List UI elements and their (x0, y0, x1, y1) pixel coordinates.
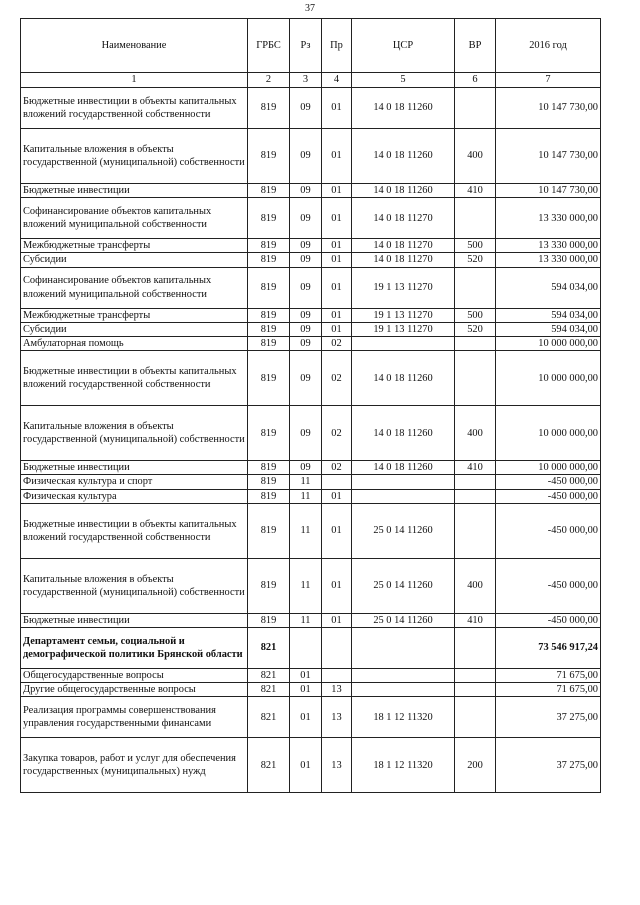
cell-name: Амбулаторная помощь (21, 337, 248, 351)
cell-rz: 11 (290, 503, 322, 558)
cell-amount: -450 000,00 (496, 475, 601, 489)
cell-vr: 400 (455, 406, 496, 461)
cell-grbs: 819 (248, 461, 290, 475)
column-index: 3 (290, 73, 322, 88)
cell-name: Софинансирование объектов капитальных вложений муниципальной собственности (21, 198, 248, 239)
cell-pr: 01 (322, 267, 352, 308)
table-row (21, 88, 601, 129)
cell-grbs: 819 (248, 351, 290, 406)
cell-amount: 10 000 000,00 (496, 351, 601, 406)
cell-pr: 01 (322, 129, 352, 184)
cell-name: Капитальные вложения в объекты государственной (муниципальной) собственности (21, 406, 248, 461)
cell-csr: 25 0 14 11260 (352, 613, 455, 627)
cell-vr (455, 697, 496, 738)
cell-grbs: 821 (248, 683, 290, 697)
table-row (21, 628, 601, 669)
cell-csr (352, 337, 455, 351)
cell-amount: 10 147 730,00 (496, 129, 601, 184)
cell-csr: 14 0 18 11270 (352, 253, 455, 267)
column-index: 2 (248, 73, 290, 88)
cell-rz: 09 (290, 267, 322, 308)
cell-amount: -450 000,00 (496, 613, 601, 627)
cell-csr (352, 489, 455, 503)
cell-rz: 09 (290, 239, 322, 253)
cell-rz: 01 (290, 669, 322, 683)
cell-grbs: 819 (248, 198, 290, 239)
cell-pr: 13 (322, 683, 352, 697)
table-row (21, 198, 601, 239)
cell-vr (455, 267, 496, 308)
cell-csr: 14 0 18 11270 (352, 239, 455, 253)
cell-csr: 14 0 18 11260 (352, 184, 455, 198)
cell-amount: 594 034,00 (496, 308, 601, 322)
header-year: 2016 год (496, 19, 601, 73)
cell-amount: -450 000,00 (496, 489, 601, 503)
cell-pr: 02 (322, 337, 352, 351)
cell-vr (455, 669, 496, 683)
cell-csr (352, 669, 455, 683)
header-rz: Рз (290, 19, 322, 73)
table-row (21, 406, 601, 461)
cell-vr: 520 (455, 253, 496, 267)
cell-vr: 500 (455, 239, 496, 253)
cell-csr: 14 0 18 11260 (352, 406, 455, 461)
cell-name: Субсидии (21, 253, 248, 267)
table-body (21, 88, 601, 793)
cell-csr: 19 1 13 11270 (352, 267, 455, 308)
cell-rz: 11 (290, 558, 322, 613)
cell-grbs: 821 (248, 697, 290, 738)
cell-csr: 14 0 18 11260 (352, 129, 455, 184)
table-row (21, 558, 601, 613)
cell-grbs: 819 (248, 475, 290, 489)
cell-vr: 520 (455, 322, 496, 336)
cell-csr: 25 0 14 11260 (352, 558, 455, 613)
cell-amount: 73 546 917,24 (496, 628, 601, 669)
cell-pr: 01 (322, 308, 352, 322)
cell-csr: 25 0 14 11260 (352, 503, 455, 558)
cell-grbs: 821 (248, 628, 290, 669)
cell-rz: 11 (290, 489, 322, 503)
page-number: 37 (305, 3, 315, 14)
cell-grbs: 819 (248, 489, 290, 503)
cell-rz: 09 (290, 88, 322, 129)
cell-csr: 18 1 12 11320 (352, 738, 455, 793)
table-row (21, 322, 601, 336)
cell-vr (455, 351, 496, 406)
cell-rz: 09 (290, 129, 322, 184)
cell-grbs: 819 (248, 337, 290, 351)
table-row (21, 239, 601, 253)
cell-csr: 14 0 18 11260 (352, 461, 455, 475)
table-row (21, 253, 601, 267)
cell-grbs: 819 (248, 613, 290, 627)
cell-pr: 13 (322, 697, 352, 738)
cell-name: Субсидии (21, 322, 248, 336)
cell-grbs: 819 (248, 308, 290, 322)
cell-rz (290, 628, 322, 669)
cell-vr: 500 (455, 308, 496, 322)
cell-rz: 11 (290, 475, 322, 489)
table-row (21, 351, 601, 406)
table-row (21, 489, 601, 503)
cell-amount: 37 275,00 (496, 697, 601, 738)
table-row (21, 475, 601, 489)
cell-pr: 01 (322, 503, 352, 558)
cell-vr: 410 (455, 461, 496, 475)
cell-name: Капитальные вложения в объекты государственной (муниципальной) собственности (21, 558, 248, 613)
header-pr: Пр (322, 19, 352, 73)
cell-amount: 594 034,00 (496, 322, 601, 336)
cell-rz: 11 (290, 613, 322, 627)
column-index: 5 (352, 73, 455, 88)
cell-vr (455, 337, 496, 351)
cell-pr: 01 (322, 239, 352, 253)
cell-rz: 09 (290, 253, 322, 267)
cell-name: Бюджетные инвестиции в объекты капитальных вложений государственной собственности (21, 503, 248, 558)
cell-vr: 410 (455, 613, 496, 627)
column-index: 1 (21, 73, 248, 88)
cell-pr: 01 (322, 184, 352, 198)
cell-csr (352, 628, 455, 669)
cell-name: Межбюджетные трансферты (21, 308, 248, 322)
cell-pr: 13 (322, 738, 352, 793)
header-csr: ЦСР (352, 19, 455, 73)
cell-name: Физическая культура и спорт (21, 475, 248, 489)
cell-rz: 01 (290, 738, 322, 793)
cell-amount: 13 330 000,00 (496, 253, 601, 267)
cell-pr: 02 (322, 461, 352, 475)
cell-rz: 09 (290, 184, 322, 198)
cell-pr (322, 475, 352, 489)
cell-pr: 01 (322, 88, 352, 129)
cell-pr (322, 628, 352, 669)
cell-rz: 01 (290, 683, 322, 697)
table-row (21, 129, 601, 184)
table-row (21, 337, 601, 351)
cell-grbs: 819 (248, 239, 290, 253)
cell-name: Реализация программы совершенствования управления государственными финансами (21, 697, 248, 738)
cell-name: Бюджетные инвестиции в объекты капитальных вложений государственной собственности (21, 351, 248, 406)
table-row (21, 184, 601, 198)
cell-grbs: 819 (248, 88, 290, 129)
column-index-row (21, 73, 601, 88)
cell-name: Другие общегосударственные вопросы (21, 683, 248, 697)
cell-vr (455, 475, 496, 489)
cell-amount: -450 000,00 (496, 503, 601, 558)
cell-amount: -450 000,00 (496, 558, 601, 613)
cell-csr: 14 0 18 11260 (352, 351, 455, 406)
cell-amount: 13 330 000,00 (496, 198, 601, 239)
cell-rz: 01 (290, 697, 322, 738)
cell-pr: 01 (322, 198, 352, 239)
cell-csr: 14 0 18 11270 (352, 198, 455, 239)
header-vr: ВР (455, 19, 496, 73)
cell-name: Общегосударственные вопросы (21, 669, 248, 683)
cell-rz: 09 (290, 322, 322, 336)
cell-amount: 10 000 000,00 (496, 461, 601, 475)
cell-vr (455, 683, 496, 697)
cell-csr: 18 1 12 11320 (352, 697, 455, 738)
cell-csr: 14 0 18 11260 (352, 88, 455, 129)
cell-pr: 01 (322, 253, 352, 267)
cell-vr: 200 (455, 738, 496, 793)
cell-name: Физическая культура (21, 489, 248, 503)
table-row (21, 308, 601, 322)
table-row (21, 267, 601, 308)
cell-grbs: 821 (248, 738, 290, 793)
cell-vr (455, 88, 496, 129)
cell-csr: 19 1 13 11270 (352, 308, 455, 322)
table-row (21, 503, 601, 558)
cell-vr: 400 (455, 558, 496, 613)
column-index: 4 (322, 73, 352, 88)
cell-amount: 10 000 000,00 (496, 337, 601, 351)
cell-pr: 01 (322, 489, 352, 503)
cell-amount: 13 330 000,00 (496, 239, 601, 253)
cell-amount: 10 000 000,00 (496, 406, 601, 461)
cell-rz: 09 (290, 337, 322, 351)
cell-grbs: 819 (248, 406, 290, 461)
cell-vr (455, 503, 496, 558)
header-row (21, 19, 601, 73)
cell-pr: 02 (322, 351, 352, 406)
cell-grbs: 819 (248, 253, 290, 267)
cell-name: Межбюджетные трансферты (21, 239, 248, 253)
cell-name: Бюджетные инвестиции в объекты капитальных вложений государственной собственности (21, 88, 248, 129)
cell-grbs: 819 (248, 184, 290, 198)
cell-name: Бюджетные инвестиции (21, 613, 248, 627)
table-row (21, 738, 601, 793)
cell-amount: 10 147 730,00 (496, 88, 601, 129)
table-row (21, 669, 601, 683)
header-grbs: ГРБС (248, 19, 290, 73)
cell-csr: 19 1 13 11270 (352, 322, 455, 336)
cell-name: Бюджетные инвестиции (21, 461, 248, 475)
cell-amount: 71 675,00 (496, 683, 601, 697)
column-index: 7 (496, 73, 601, 88)
cell-csr (352, 683, 455, 697)
cell-vr: 410 (455, 184, 496, 198)
cell-rz: 09 (290, 308, 322, 322)
table-row (21, 461, 601, 475)
cell-amount: 37 275,00 (496, 738, 601, 793)
cell-name: Департамент семьи, социальной и демографической политики Брянской области (21, 628, 248, 669)
table-row (21, 697, 601, 738)
cell-rz: 09 (290, 351, 322, 406)
budget-table (20, 18, 601, 793)
cell-amount: 71 675,00 (496, 669, 601, 683)
column-index: 6 (455, 73, 496, 88)
cell-name: Закупка товаров, работ и услуг для обеспечения государственных (муниципальных) нужд (21, 738, 248, 793)
cell-grbs: 819 (248, 558, 290, 613)
table-row (21, 613, 601, 627)
cell-vr (455, 489, 496, 503)
cell-pr: 02 (322, 406, 352, 461)
cell-grbs: 821 (248, 669, 290, 683)
cell-name: Бюджетные инвестиции (21, 184, 248, 198)
cell-amount: 10 147 730,00 (496, 184, 601, 198)
cell-name: Софинансирование объектов капитальных вложений муниципальной собственности (21, 267, 248, 308)
cell-rz: 09 (290, 198, 322, 239)
cell-csr (352, 475, 455, 489)
cell-rz: 09 (290, 461, 322, 475)
table-row (21, 683, 601, 697)
cell-grbs: 819 (248, 267, 290, 308)
cell-pr: 01 (322, 558, 352, 613)
cell-rz: 09 (290, 406, 322, 461)
cell-vr (455, 628, 496, 669)
cell-grbs: 819 (248, 129, 290, 184)
cell-grbs: 819 (248, 322, 290, 336)
cell-amount: 594 034,00 (496, 267, 601, 308)
cell-pr: 01 (322, 613, 352, 627)
cell-grbs: 819 (248, 503, 290, 558)
cell-vr: 400 (455, 129, 496, 184)
cell-name: Капитальные вложения в объекты государственной (муниципальной) собственности (21, 129, 248, 184)
header-name: Наименование (21, 19, 248, 73)
cell-pr: 01 (322, 322, 352, 336)
cell-pr (322, 669, 352, 683)
cell-vr (455, 198, 496, 239)
